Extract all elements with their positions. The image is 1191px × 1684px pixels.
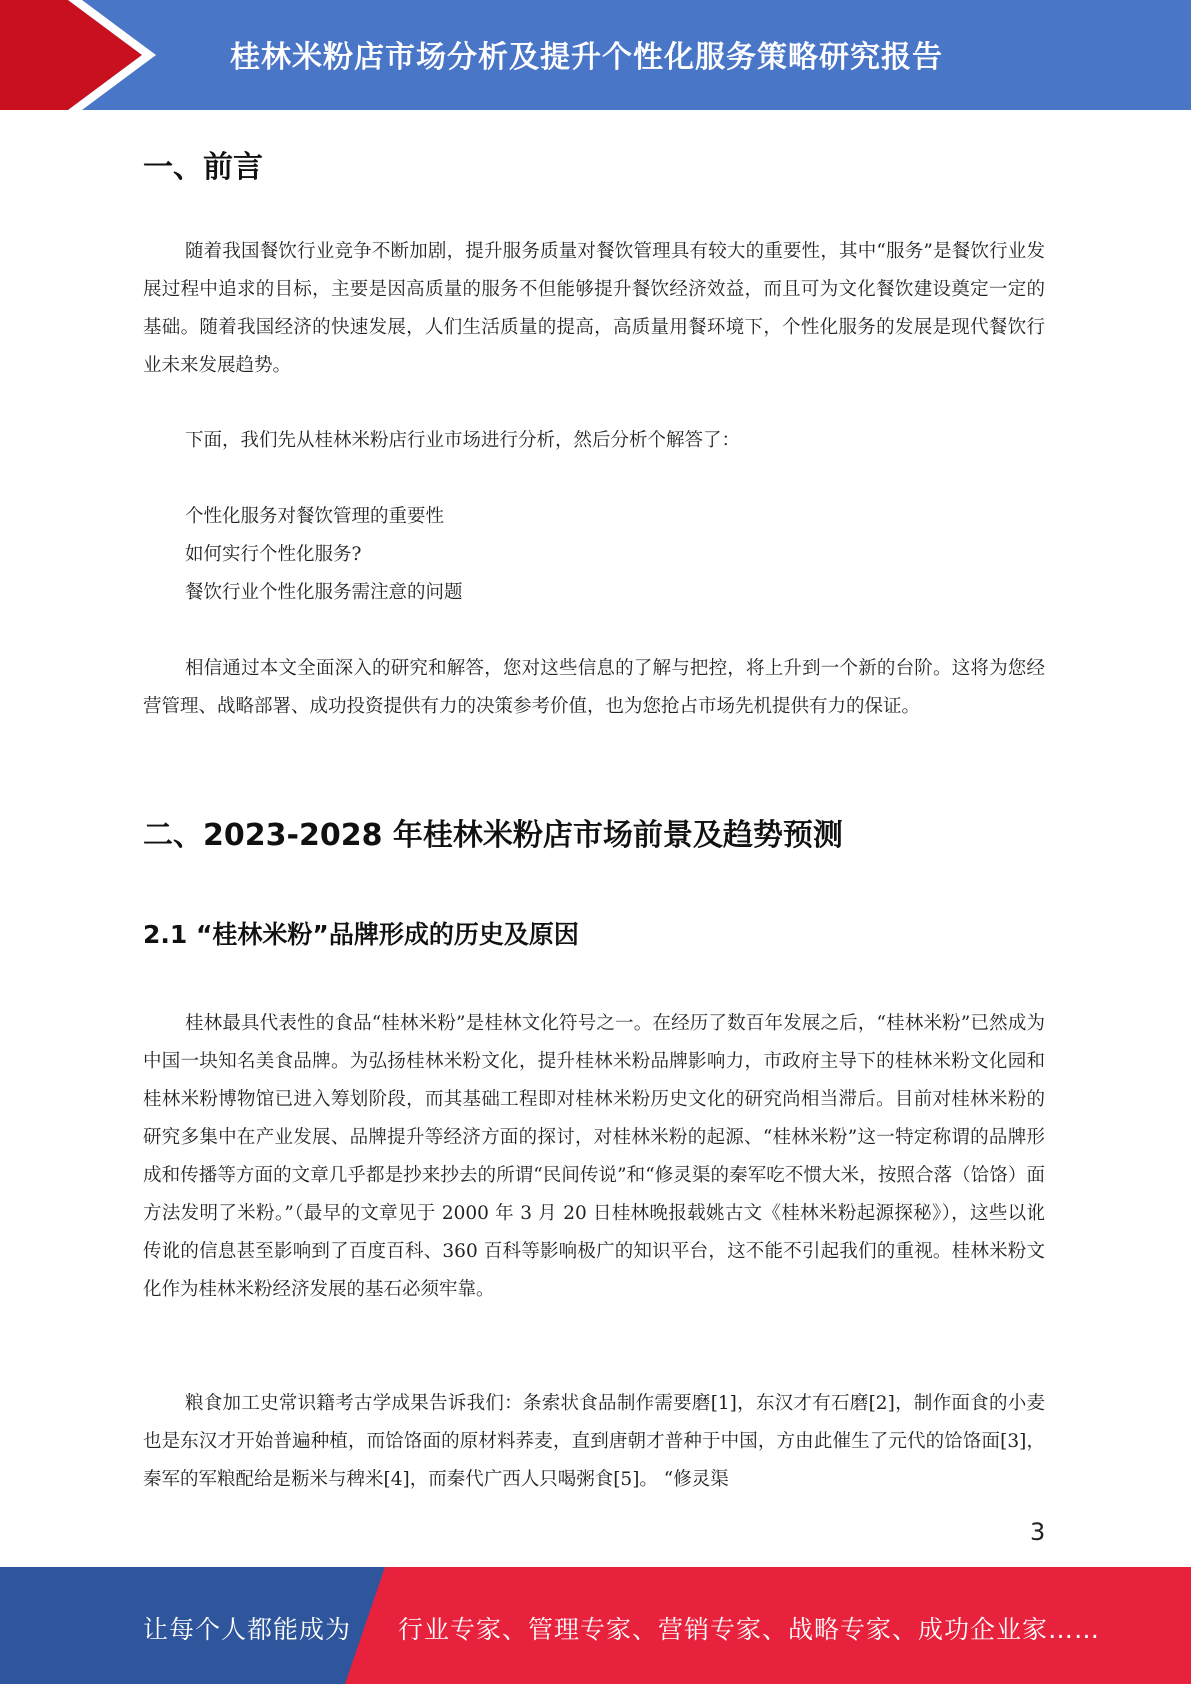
footer-slogan-left: 让每个人都能成为 [143, 1615, 352, 1644]
question-list [185, 498, 463, 612]
subsection-heading: 2.1 “桂林米粉”品牌形成的历史及原因 [143, 920, 579, 949]
paragraph: 随着我国餐饮行业竞争不断加剧，提升服务质量对餐饮管理具有较大的重要性，其中“服务”是餐饮行业发展过程中追求的目标，主要是因高质量的服务不但能够提升餐饮经济效益，而且可为文化餐饮建设奠定一定的基础。随着我国经济的快速发展，人们生活质量的提高，高质量用餐环境下，个性化服务的发展是现代餐饮行业未来发展趋势。 [143, 241, 1045, 376]
page-number: 3 [1030, 1518, 1046, 1546]
red-arrow-icon [0, 0, 160, 110]
paragraph: 下面，我们先从桂林米粉店行业市场进行分析，然后分析个解答了： [185, 430, 741, 451]
header-banner [0, 0, 1191, 110]
section-heading-forecast: 二、2023-2028 年桂林米粉店市场前景及趋势预测 [143, 818, 843, 853]
paragraph: 相信通过本文全面深入的研究和解答，您对这些信息的了解与把控，将上升到一个新的台阶。这将为您经营管理、战略部署、成功投资提供有力的决策参考价值，也为您抢占市场先机提供有力的保证。 [143, 658, 1045, 717]
report-title: 桂林米粉店市场分析及提升个性化服务策略研究报告 [230, 40, 943, 75]
paragraph: 粮食加工史常识籍考古学成果告诉我们：条索状食品制作需要磨[1]，东汉才有石磨[2]，制作面食的小麦也是东汉才开始普遍种植，而饸饹面的原材料荞麦，直到唐朝才普种于中国，方由此催生了元代的饸饹面[3]，秦军的军粮配给是粝米与稗米[4]，而秦代广西人只喝粥食[5]。 “修灵渠 [143, 1393, 1045, 1490]
footer-banner [0, 1567, 1191, 1684]
list-item: 个性化服务对餐饮管理的重要性 [185, 506, 445, 527]
section-heading-preface: 一、前言 [143, 150, 263, 185]
footer-slogan-right: 行业专家、管理专家、营销专家、战略专家、成功企业家…… [398, 1615, 1101, 1644]
list-item: 餐饮行业个性化服务需注意的问题 [185, 582, 463, 603]
list-item: 如何实行个性化服务? [185, 544, 362, 565]
paragraph: 桂林最具代表性的食品“桂林米粉”是桂林文化符号之一。在经历了数百年发展之后，“桂林米粉”已然成为中国一块知名美食品牌。为弘扬桂林米粉文化，提升桂林米粉品牌影响力，市政府主导下的桂林米粉文化园和桂林米粉博物馆已进入筹划阶段，而其基础工程即对桂林米粉历史文化的研究尚相当滞后。目前对桂林米粉的研究多集中在产业发展、品牌提升等经济方面的探讨，对桂林米粉的起源、“桂林米粉”这一特定称谓的品牌形成和传播等方面的文章几乎都是抄来抄去的所谓“民间传说”和“修灵渠的秦军吃不惯大米，按照合落（饸饹）面方法发明了米粉。”（最早的文章见于 2000 年 3 月 20 日桂林晚报载姚古文《桂林米粉起源探秘》），这些以讹传讹的信息甚至影响到了百度百科、360 百科等影响极广的知识平台，这不能不引起我们的重视。桂林米粉文化作为桂林米粉经济发展的基石必须牢靠。 [143, 1013, 1045, 1300]
